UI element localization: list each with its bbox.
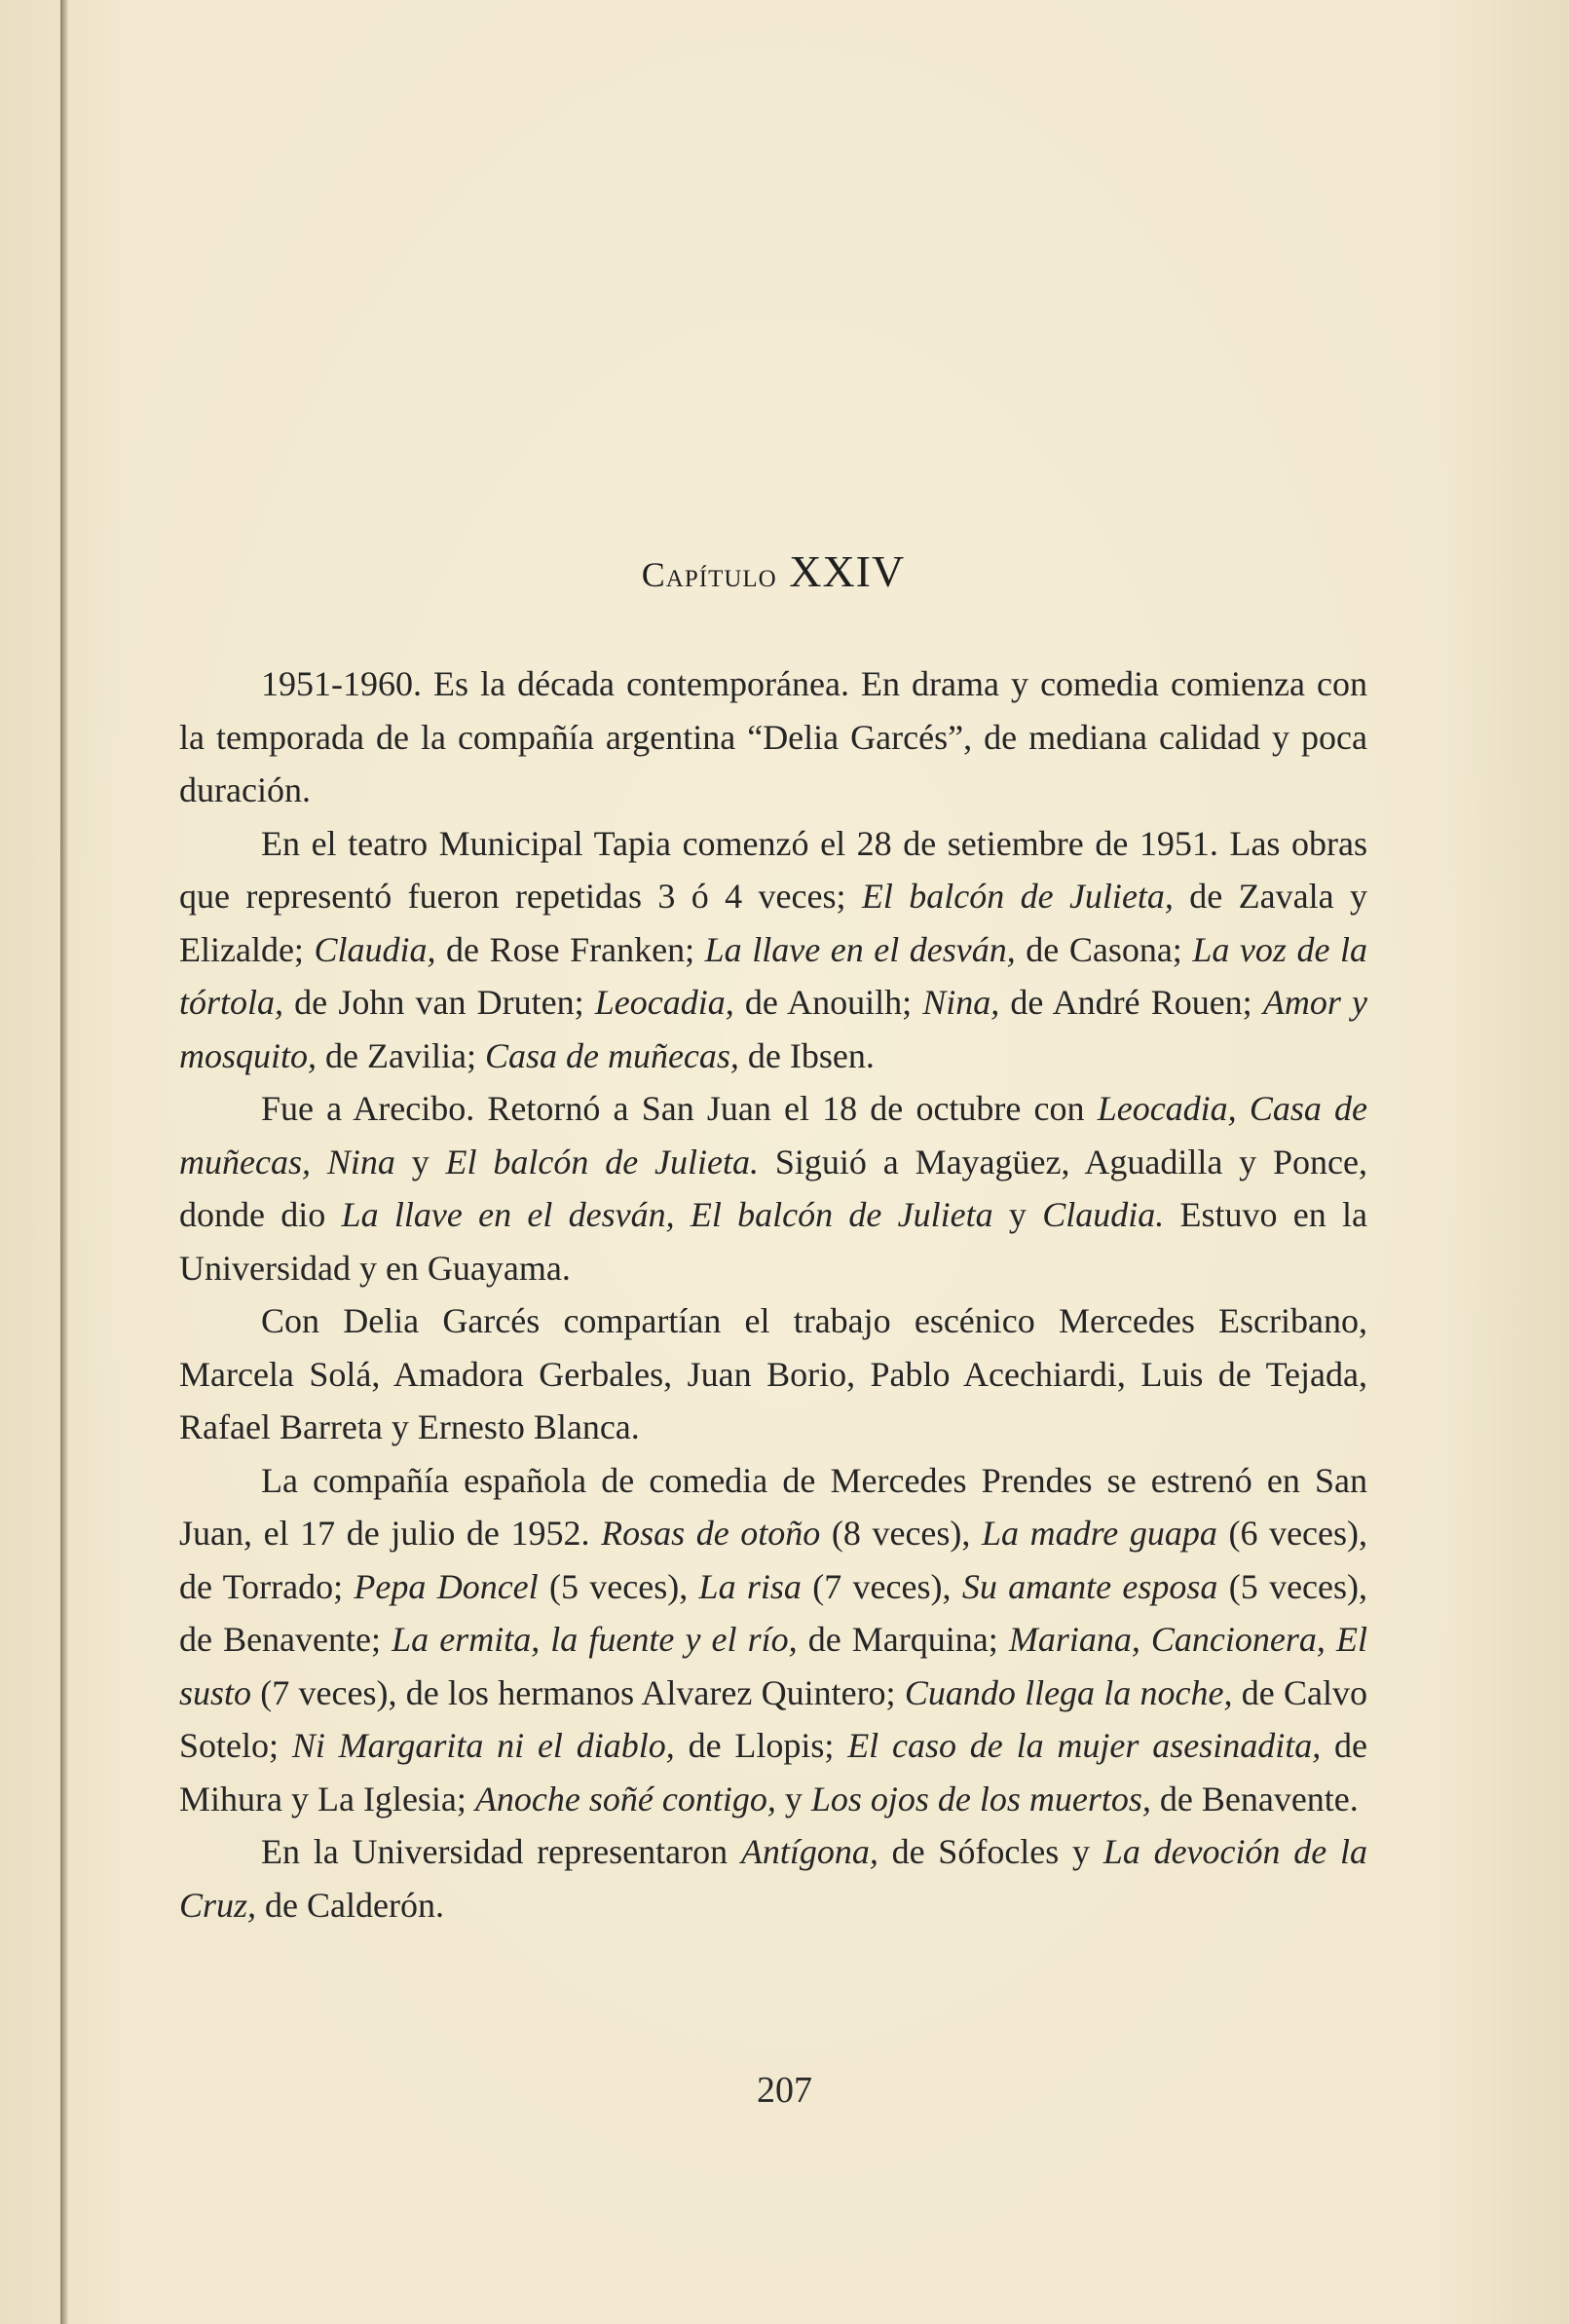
text-run: (8 veces), <box>820 1514 983 1553</box>
italic-title-run: El caso de la mujer asesinadita, <box>847 1726 1322 1765</box>
italic-title-run: Claudia, <box>314 929 436 969</box>
text-run: de Calvo Sotelo; <box>179 1672 1367 1765</box>
italic-title-run: La llave en el desván, <box>704 929 1016 969</box>
page-body <box>179 516 1367 1931</box>
italic-title-run: Amor y mosquito, <box>179 983 1367 1075</box>
italic-title-run: Casa de muñecas, <box>484 1035 739 1075</box>
text-run: Fue a Arecibo. Retornó a San Juan el 18 de octubre con <box>261 1089 1098 1128</box>
text-run: de Benavente. <box>1150 1779 1359 1818</box>
paragraph-4 <box>179 1294 1367 1454</box>
page-number: 207 <box>757 2070 812 2111</box>
text-run: La compañía española de comedia de Mercedes Prendes se estrenó en San Juan, el 17 de julio de 1952. <box>179 1460 1367 1553</box>
text-run: y <box>992 1195 1043 1234</box>
text-run: de Zavala y Elizalde; <box>179 877 1367 969</box>
page-gutter-shadow <box>60 0 68 2324</box>
italic-title-run: La voz de la tórtola, <box>179 929 1367 1022</box>
italic-title-run: El balcón de Julieta, <box>861 877 1174 916</box>
paragraph-6 <box>179 1825 1367 1931</box>
text-run: Con Delia Garcés compartían el trabajo escénico Mercedes Escribano, Marcela Solá, Amadora Gerbales, Juan Borio, Pablo Acechiardi, Luis de Tejada, Rafael Barreta y Ernesto Blanca. <box>179 1301 1367 1446</box>
text-run: (7 veces), <box>801 1566 962 1606</box>
chapter-label: Capítulo <box>641 555 777 594</box>
text-run: (6 veces), de Torrado; <box>179 1514 1368 1606</box>
italic-title-run: Antígona, <box>740 1832 878 1871</box>
italic-title-run: Cuando llega la noche, <box>904 1672 1233 1712</box>
paragraph-2 <box>179 817 1367 1083</box>
text-run: En la Universidad representaron <box>261 1832 741 1871</box>
italic-title-run: Mariana, Cancionera, El susto <box>179 1620 1367 1712</box>
italic-title-run: La ermita, la fuente y el río, <box>392 1620 798 1659</box>
italic-title-run: Pepa Doncel <box>354 1566 539 1606</box>
paragraph-5 <box>179 1454 1367 1826</box>
text-run: y <box>775 1779 811 1818</box>
text-run: de Anouilh; <box>733 983 923 1022</box>
text-run: de André Rouen; <box>999 983 1263 1022</box>
text-run: de Calderón. <box>256 1885 444 1925</box>
italic-title-run: La madre guapa <box>982 1514 1217 1553</box>
text-run: de John van Druten; <box>283 983 595 1022</box>
text-run: de Casona; <box>1015 929 1193 969</box>
text-run: (7 veces), de los hermanos Alvarez Quintero; <box>251 1672 905 1712</box>
text-run: de Llopis; <box>674 1726 848 1765</box>
paragraph-3 <box>179 1082 1367 1294</box>
chapter-heading <box>179 545 1367 597</box>
italic-title-run: La llave en el desván, El balcón de Julieta <box>341 1195 993 1234</box>
text-run: Estuvo en la Universidad y en Guayama. <box>179 1195 1368 1288</box>
italic-title-run: La risa <box>698 1566 802 1606</box>
text-run: de Marquina; <box>797 1620 1009 1659</box>
italic-title-run: Leocadia, <box>594 983 734 1022</box>
italic-title-run: Leocadia, Casa de muñecas, Nina <box>179 1089 1367 1181</box>
italic-title-run: Los ojos de los muertos, <box>810 1779 1151 1818</box>
text-run: de Ibsen. <box>738 1035 875 1075</box>
text-run: de Sófocles y <box>878 1832 1103 1871</box>
text-run: de Mihura y La Iglesia; <box>179 1726 1367 1818</box>
italic-title-run: Anoche soñé contigo, <box>474 1779 776 1818</box>
text-run: 1951-1960. Es la década contemporánea. En drama y comedia comienza con la temporada de la compañía argentina “Delia Garcés”, de mediana calidad y poca duración. <box>179 664 1367 809</box>
italic-title-run: Ni Margarita ni el diablo, <box>291 1726 675 1765</box>
text-run: En el teatro Municipal Tapia comenzó el 28 de setiembre de 1951. Las obras que representó fueron repetidas 3 ó 4 veces; <box>179 823 1367 916</box>
text-run: y <box>394 1142 446 1181</box>
text-run: (5 veces), de Benavente; <box>179 1566 1368 1659</box>
text-run: Siguió a Mayagüez, Aguadilla y Ponce, donde dio <box>179 1142 1367 1234</box>
italic-title-run: La devoción de la Cruz, <box>179 1832 1367 1925</box>
text-run: de Zavilia; <box>317 1035 485 1075</box>
text-run: de Rose Franken; <box>435 929 705 969</box>
chapter-numeral: XXIV <box>789 546 906 596</box>
italic-title-run: Nina, <box>922 983 1000 1022</box>
italic-title-run: El balcón de Julieta. <box>445 1142 760 1181</box>
text-run: (5 veces), <box>538 1566 699 1606</box>
italic-title-run: Su amante esposa <box>961 1566 1218 1606</box>
paragraph-1 <box>179 657 1367 817</box>
italic-title-run: Claudia. <box>1042 1195 1165 1234</box>
italic-title-run: Rosas de otoño <box>601 1514 821 1553</box>
